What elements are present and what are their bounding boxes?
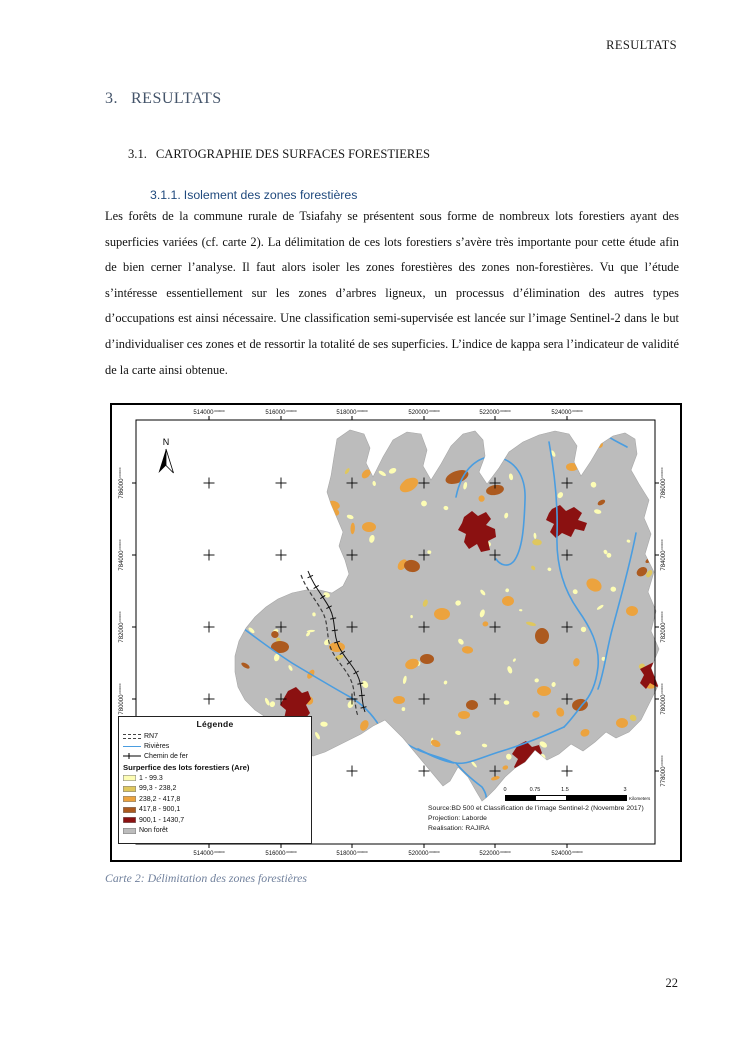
x-axis-label-top: $524000^{,000000}$ xyxy=(551,408,583,416)
legend-item-rn7 xyxy=(123,731,307,741)
x-axis-label-bottom: $524000^{,000000}$ xyxy=(551,849,583,857)
legend-class-row xyxy=(123,794,307,805)
legend-label: Chemin de fer xyxy=(144,752,188,760)
page-header: RESULTATS xyxy=(606,38,677,52)
scale-bar xyxy=(503,787,675,804)
scale-bar-segments xyxy=(505,795,627,801)
y-axis-label-right: $784000^{,000000}$ xyxy=(659,539,667,571)
page-number: 22 xyxy=(665,976,678,990)
subsection-number: 3.1. xyxy=(128,147,147,161)
class-swatch xyxy=(123,817,136,823)
class-label: 1 - 99.3 xyxy=(139,774,163,782)
y-axis-label-left: $782000^{,000000}$ xyxy=(117,611,125,643)
credit-projection: Projection: Laborde xyxy=(428,814,487,822)
x-axis-label-top: $520000^{,000000}$ xyxy=(408,408,440,416)
subsubsection-number: 3.1.1. xyxy=(150,188,181,202)
x-axis-label-top: $514000^{,000000}$ xyxy=(193,408,225,416)
rn7-line-icon xyxy=(123,732,141,740)
scale-label: 0.75 xyxy=(529,787,541,793)
x-axis-label-bottom: $520000^{,000000}$ xyxy=(408,849,440,857)
class-label: 417,8 - 900,1 xyxy=(139,806,181,814)
x-axis-label-bottom: $522000^{,000000}$ xyxy=(479,849,511,857)
x-axis-label-bottom: $514000^{,000000}$ xyxy=(193,849,225,857)
legend-classes-title: Surperfice des lots forestiers (Are) xyxy=(123,763,250,772)
scale-unit: Kilometers xyxy=(629,796,651,801)
section-title: RESULTATS xyxy=(131,90,222,107)
map-credits xyxy=(428,804,644,834)
class-swatch xyxy=(123,796,136,802)
body-paragraph: Les forêts de la commune rurale de Tsiafahy se présentent sous forme de nombreux lots forestiers ayant des superficies variées (cf. carte 2). La délimitation de ces lots forestiers s’avère très importante pour cette étude afin de bien cerner l’analyse. Il faut alors isoler les zones forestières des zones non-forestières. Vu que l’étude s’intéresse essentiellement sur les zones d’arbres ligneux, un processus d’élimination des autres types d’occupations est ainsi nécessaire. Une classification semi-supervisée est lancée sur l’image Sentinel-2 dans le but d’individualiser ces zones et de ressortir la totalité de ses superficies. L’indice de kappa sera l’indicateur de validité de la carte ainsi obtenue. xyxy=(105,209,679,377)
class-label: 99,3 - 238,2 xyxy=(139,785,177,793)
scale-label: 3 xyxy=(623,787,627,793)
railway-line-icon xyxy=(123,752,141,760)
credit-source: Source:BD 500 et Classification de l’image Sentinel-2 (Novembre 2017) xyxy=(428,805,644,812)
section-number: 3. xyxy=(105,90,118,107)
legend-title: Légende xyxy=(196,719,234,729)
class-label: Non forêt xyxy=(139,827,168,835)
y-axis-label-right: $786000^{,000000}$ xyxy=(659,467,667,499)
legend-class-row xyxy=(123,773,307,784)
y-axis-label-right: $780000^{,000000}$ xyxy=(659,683,667,715)
subsection-heading xyxy=(128,147,430,162)
class-swatch xyxy=(123,828,136,834)
legend-class-row xyxy=(123,826,307,837)
north-arrow-icon xyxy=(159,437,174,473)
legend-item-rivieres xyxy=(123,741,307,751)
class-swatch xyxy=(123,786,136,792)
x-axis-label-bottom: $518000^{,000000}$ xyxy=(336,849,368,857)
river-line-icon xyxy=(123,742,141,750)
map-figure xyxy=(110,403,682,862)
scale-label: 0 xyxy=(503,787,507,793)
y-axis-label-left: $784000^{,000000}$ xyxy=(117,539,125,571)
legend-class-row xyxy=(123,805,307,816)
legend-label: RN7 xyxy=(144,732,159,740)
legend-item-chemin-de-fer xyxy=(123,751,307,761)
legend-class-row xyxy=(123,815,307,826)
subsubsection-title: Isolement des zones forestières xyxy=(183,188,358,202)
x-axis-label-top: $522000^{,000000}$ xyxy=(479,408,511,416)
class-label: 238,2 - 417,8 xyxy=(139,795,181,803)
section-heading xyxy=(105,90,222,108)
figure-caption: Carte 2: Délimitation des zones forestières xyxy=(105,871,307,885)
y-axis-label-right: $778000^{,000000}$ xyxy=(659,755,667,787)
scale-label: 1.5 xyxy=(561,787,569,793)
class-swatch xyxy=(123,807,136,813)
x-axis-label-bottom: $516000^{,000000}$ xyxy=(265,849,297,857)
class-label: 900,1 - 1430,7 xyxy=(139,816,185,824)
y-axis-label-right: $782000^{,000000}$ xyxy=(659,611,667,643)
subsubsection-heading xyxy=(150,188,357,202)
y-axis-label-left: $780000^{,000000}$ xyxy=(117,683,125,715)
subsection-title: CARTOGRAPHIE DES SURFACES FORESTIERES xyxy=(155,147,431,161)
credit-realisation: Realisation: RAJIRA xyxy=(428,824,490,832)
y-axis-label-left: $786000^{,000000}$ xyxy=(117,467,125,499)
north-label: N xyxy=(162,437,170,447)
class-swatch xyxy=(123,775,136,781)
x-axis-label-top: $516000^{,000000}$ xyxy=(265,408,297,416)
map-legend xyxy=(118,716,312,844)
legend-label: Rivières xyxy=(144,742,170,750)
legend-class-row xyxy=(123,784,307,795)
x-axis-label-top: $518000^{,000000}$ xyxy=(336,408,368,416)
